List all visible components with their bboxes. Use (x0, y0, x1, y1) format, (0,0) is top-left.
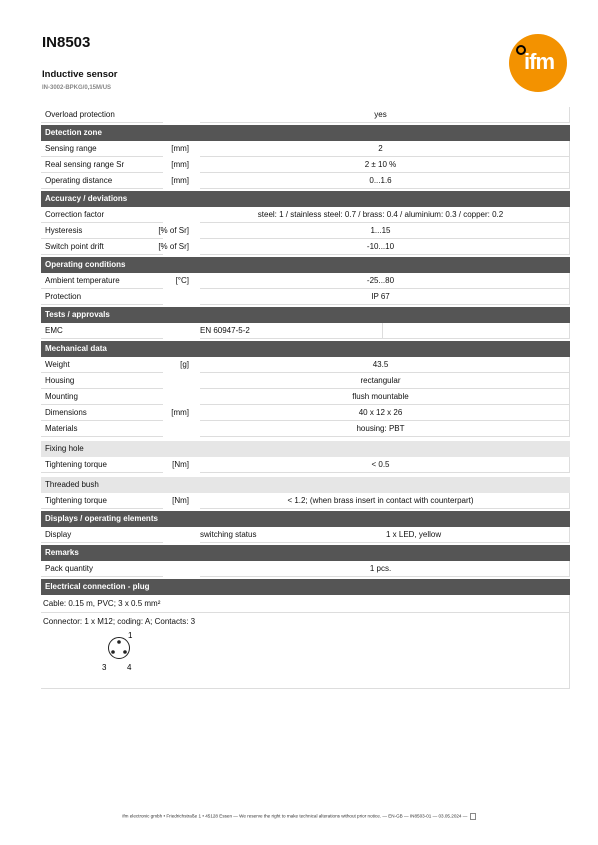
spec-label: Ambient temperature (45, 276, 120, 285)
spec-label: Housing (45, 376, 75, 385)
connector-diagram (43, 626, 567, 684)
spec-row (41, 157, 570, 173)
footer (0, 813, 598, 820)
spec-unit: [mm] (171, 408, 189, 417)
logo-text: ifm (524, 49, 554, 74)
spec-value: switching status (200, 530, 257, 539)
spec-unit: [Nm] (172, 496, 189, 505)
article-number: IN-3002-BPKG/0,15M/US (42, 85, 112, 91)
spec-value: 2 ± 10 % (364, 160, 397, 169)
spec-row (41, 421, 570, 437)
footer-text: ifm electronic gmbh • Friedrichstraße 1 • 45128 Essen — We reserve the right to make technical alterations without prior notice. — EN-GB — IN8503-01 — 03.05.2024 — (122, 813, 468, 819)
spec-row (41, 273, 570, 289)
pin-label-4: 4 (127, 663, 132, 672)
spec-row (41, 457, 570, 473)
spec-label: EMC (45, 326, 63, 335)
spec-label: Dimensions (45, 408, 87, 417)
spec-row (41, 289, 570, 305)
spec-row (41, 405, 570, 421)
spec-row (41, 527, 570, 543)
product-subtitle: Inductive sensor (42, 69, 118, 80)
spec-value: 40 x 12 x 26 (358, 408, 403, 417)
spec-label: Overload protection (45, 110, 115, 119)
spec-value: -25...80 (366, 276, 395, 285)
spec-row (41, 373, 570, 389)
spec-row (41, 207, 570, 223)
spec-label: Sensing range (45, 144, 97, 153)
spec-label: Weight (45, 360, 70, 369)
section-electrical-connection: Electrical connection - plug (41, 579, 570, 595)
spec-row (41, 493, 570, 509)
spec-label: Switch point drift (45, 242, 104, 251)
pin-label-3: 3 (102, 663, 107, 672)
page-icon (470, 813, 476, 820)
spec-value: 2 (378, 144, 383, 153)
spec-label: Pack quantity (45, 564, 94, 573)
spec-row (41, 223, 570, 239)
spec-value: 1...15 (370, 226, 391, 235)
spec-value: housing: PBT (356, 424, 405, 433)
spec-value: yes (374, 110, 387, 119)
spec-unit: [Nm] (172, 460, 189, 469)
spec-row (41, 239, 570, 255)
spec-row (41, 323, 570, 339)
spec-unit: [mm] (171, 176, 189, 185)
spec-value: -10...10 (366, 242, 395, 251)
spec-value: 1 x LED, yellow (386, 530, 442, 539)
spec-value: 1 pcs. (369, 564, 392, 573)
spec-row (41, 107, 570, 123)
spec-label: Mounting (45, 392, 78, 401)
page-title: IN8503 (42, 34, 91, 51)
spec-label: Operating distance (45, 176, 113, 185)
spec-value: IP 67 (371, 292, 390, 301)
section-remarks: Remarks (41, 545, 570, 561)
section-mechanical-data: Mechanical data (41, 341, 570, 357)
spec-label: Real sensing range Sr (45, 160, 125, 169)
section-displays: Displays / operating elements (41, 511, 570, 527)
subsection-threaded-bush: Threaded bush (41, 477, 570, 493)
spec-label: Correction factor (45, 210, 105, 219)
section-operating-conditions: Operating conditions (41, 257, 570, 273)
spec-row (41, 389, 570, 405)
spec-unit: [mm] (171, 144, 189, 153)
spec-value: < 1.2; (when brass insert in contact with counterpart) (287, 496, 474, 505)
section-tests-approvals: Tests / approvals (41, 307, 570, 323)
spec-label: Tightening torque (45, 496, 107, 505)
spec-label: Tightening torque (45, 460, 107, 469)
spec-unit: [°C] (175, 276, 189, 285)
section-accuracy: Accuracy / deviations (41, 191, 570, 207)
section-detection-zone: Detection zone (41, 125, 570, 141)
pin-label-1: 1 (128, 631, 133, 640)
ifm-logo (509, 34, 567, 92)
spec-label: Protection (45, 292, 82, 301)
spec-label: Materials (45, 424, 78, 433)
spec-label: Hysteresis (45, 226, 83, 235)
spec-unit: [mm] (171, 160, 189, 169)
spec-value: rectangular (360, 376, 401, 385)
connector-info: Connector: 1 x M12; coding: A; Contacts: 3 (43, 617, 196, 626)
spec-value: flush mountable (352, 392, 409, 401)
spec-value: steel: 1 / stainless steel: 0.7 / brass: 0.4 / aluminium: 0.3 / copper: 0.2 (257, 210, 504, 219)
spec-label: Display (45, 530, 72, 539)
spec-value: 0...1.6 (369, 176, 392, 185)
m12-pin-icon (43, 626, 163, 684)
spec-unit: [% of Sr] (158, 226, 189, 235)
spec-value: 43.5 (372, 360, 389, 369)
cable-info: Cable: 0.15 m, PVC; 3 x 0.5 mm² (41, 595, 570, 613)
spec-value: < 0.5 (371, 460, 390, 469)
spec-unit: [% of Sr] (158, 242, 189, 251)
spec-row (41, 561, 570, 577)
subsection-fixing-hole: Fixing hole (41, 441, 570, 457)
spec-table (41, 107, 570, 689)
connector-block (41, 613, 570, 689)
spec-row (41, 173, 570, 189)
spec-row (41, 357, 570, 373)
spec-row (41, 141, 570, 157)
spec-unit: [g] (180, 360, 189, 369)
spec-value: EN 60947-5-2 (200, 326, 250, 335)
